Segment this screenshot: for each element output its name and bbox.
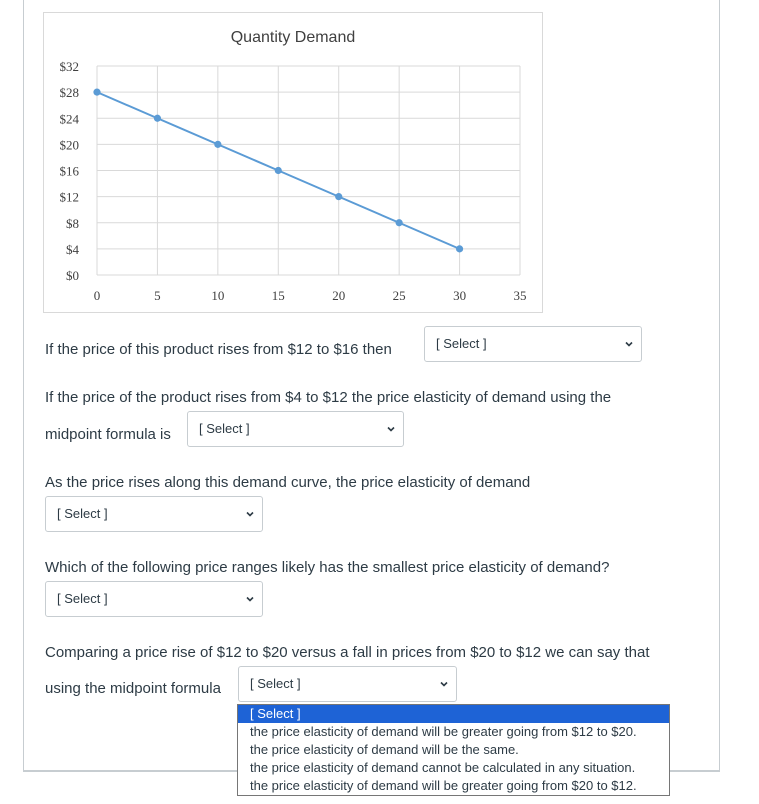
question-3-select-value: [ Select ]: [57, 506, 108, 521]
x-tick-label: 25: [392, 288, 406, 303]
question-4-select[interactable]: [45, 581, 263, 617]
chevron-down-icon: [625, 340, 633, 348]
question-5-dropdown-list[interactable]: [237, 704, 670, 796]
x-tick-label: 15: [271, 288, 285, 303]
chevron-down-icon: [440, 680, 448, 688]
chevron-down-icon: [246, 595, 254, 603]
question-1-text: If the price of this product rises from $12 to $16 then: [45, 341, 392, 358]
dropdown-option-cannot-calculate[interactable]: the price elasticity of demand cannot be calculated in any situation.: [250, 760, 636, 775]
dropdown-option-select[interactable]: [ Select ]: [238, 705, 669, 723]
y-tick-label: $28: [59, 85, 79, 101]
y-tick-label: $12: [59, 189, 79, 205]
x-tick-label: 30: [453, 288, 467, 303]
data-point: [275, 167, 282, 174]
question-5-select[interactable]: [238, 666, 457, 702]
question-2-select-value: [ Select ]: [199, 421, 250, 436]
chevron-down-icon: [387, 425, 395, 433]
x-tick-label: 10: [211, 288, 225, 303]
y-tick-label: $8: [66, 215, 79, 231]
question-1-select[interactable]: [424, 326, 642, 362]
data-point: [335, 193, 342, 200]
x-tick-label: 35: [513, 288, 527, 303]
y-tick-label: $0: [66, 268, 79, 283]
chevron-down-icon: [246, 510, 254, 518]
x-tick-label: 5: [154, 288, 161, 303]
question-2-text-line2: midpoint formula is: [45, 426, 171, 443]
dropdown-option-greater-12-to-20[interactable]: the price elasticity of demand will be greater going from $12 to $20.: [250, 724, 637, 739]
data-point: [154, 115, 161, 122]
question-5-select-value: [ Select ]: [250, 676, 301, 691]
y-tick-label: $16: [59, 163, 79, 179]
demand-chart: [43, 12, 543, 313]
y-tick-label: $20: [59, 137, 79, 153]
x-tick-label: 20: [332, 288, 346, 303]
chart-title: Quantity Demand: [230, 29, 356, 46]
y-tick-label: $4: [66, 241, 79, 257]
question-1-select-value: [ Select ]: [436, 336, 487, 351]
data-point: [214, 141, 221, 148]
x-tick-label: 0: [93, 288, 101, 303]
y-tick-label: $32: [59, 59, 79, 74]
chart-svg: [44, 13, 544, 314]
question-5-text-line2: using the midpoint formula: [45, 680, 221, 697]
y-tick-label: $24: [59, 111, 79, 127]
question-3-select[interactable]: [45, 496, 263, 532]
question-3-text: As the price rises along this demand curve, the price elasticity of demand: [45, 474, 531, 491]
question-2-text-line1: If the price of the product rises from $4 to $12 the price elasticity of demand using the: [45, 389, 612, 406]
dropdown-option-same[interactable]: the price elasticity of demand will be the same.: [250, 742, 519, 757]
data-point: [396, 219, 403, 226]
data-point: [93, 89, 100, 96]
question-2-select[interactable]: [187, 411, 404, 447]
question-5-text-line1: Comparing a price rise of $12 to $20 versus a fall in prices from $20 to $12 we can say that: [45, 644, 650, 661]
data-point: [456, 245, 463, 252]
dropdown-option-greater-20-to-12[interactable]: the price elasticity of demand will be greater going from $20 to $12.: [250, 778, 637, 793]
question-4-select-value: [ Select ]: [57, 591, 108, 606]
question-4-text: Which of the following price ranges likely has the smallest price elasticity of demand?: [45, 559, 610, 576]
